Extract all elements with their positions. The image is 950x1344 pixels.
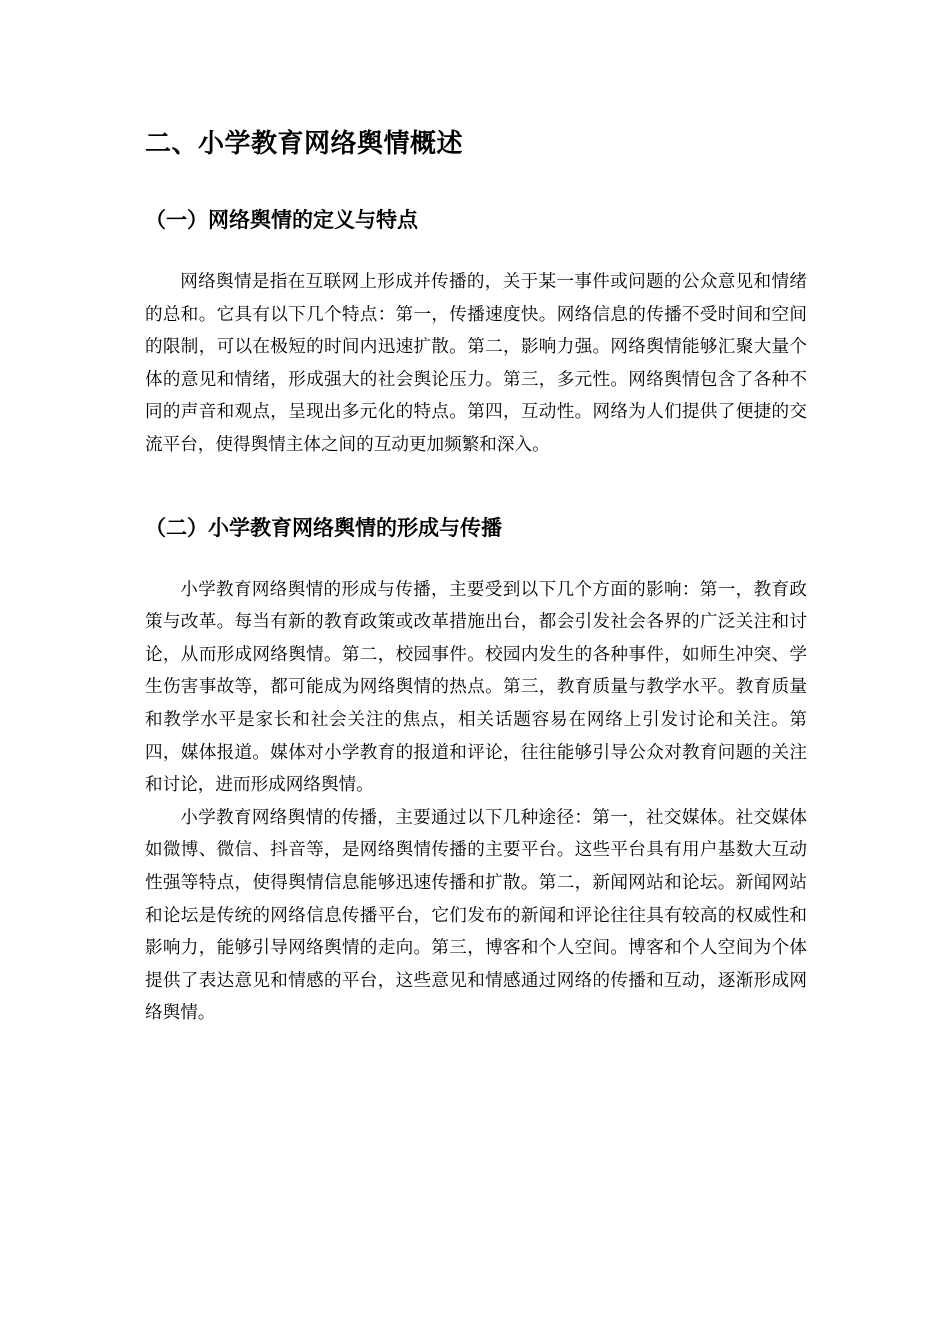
paragraph: 网络舆情是指在互联网上形成并传播的，关于某一事件或问题的公众意见和情绪的总和。它具有以下几个特点：第一，传播速度快。网络信息的传播不受时间和空间的限制，可以在极短的时间内迅速扩散。第二，影响力强。网络舆情能够汇聚大量个体的意见和情绪，形成强大的社会舆论压力。第三，多元性。网络舆情包含了各种不同的声音和观点，呈现出多元化的特点。第四，互动性。网络为人们提供了便捷的交流平台，使得舆情主体之间的互动更加频繁和深入。 [145, 272, 807, 455]
document-body [145, 118, 807, 1056]
section-heading-formation: （二）小学教育网络舆情的形成与传播 [145, 515, 502, 540]
paragraph: 小学教育网络舆情的形成与传播，主要受到以下几个方面的影响：第一，教育政策与改革。每当有新的教育政策或改革措施出台，都会引发社会各界的广泛关注和讨论，从而形成网络舆情。第二，校园事件。校园内发生的各种事件，如师生冲突、学生伤害事故等，都可能成为网络舆情的热点。第三，教育质量与教学水平。教育质量和教学水平是家长和社会关注的焦点，相关话题容易在网络上引发讨论和关注。第四，媒体报道。媒体对小学教育的报道和评论，往往能够引导公众对教育问题的关注和讨论，进而形成网络舆情。 [145, 579, 807, 796]
paragraph: 小学教育网络舆情的传播，主要通过以下几种途径：第一，社交媒体。社交媒体如微博、微信、抖音等，是网络舆情传播的主要平台。这些平台具有用户基数大互动性强等特点，使得舆情信息能够迅速传播和扩散。第二，新闻网站和论坛。新闻网站和论坛是传统的网络信息传播平台，它们发布的新闻和评论往往具有较高的权威性和影响力，能够引导网络舆情的走向。第三，博客和个人空间。博客和个人空间为个体提供了表达意见和情感的平台，这些意见和情感通过网络的传播和互动，逐渐形成网络舆情。 [145, 807, 807, 1024]
section-body-formation [145, 574, 807, 1030]
section-heading-definition: （一）网络舆情的定义与特点 [145, 208, 418, 232]
section-body-definition [145, 266, 807, 462]
page-title: 二、小学教育网络舆情概述 [145, 129, 464, 159]
